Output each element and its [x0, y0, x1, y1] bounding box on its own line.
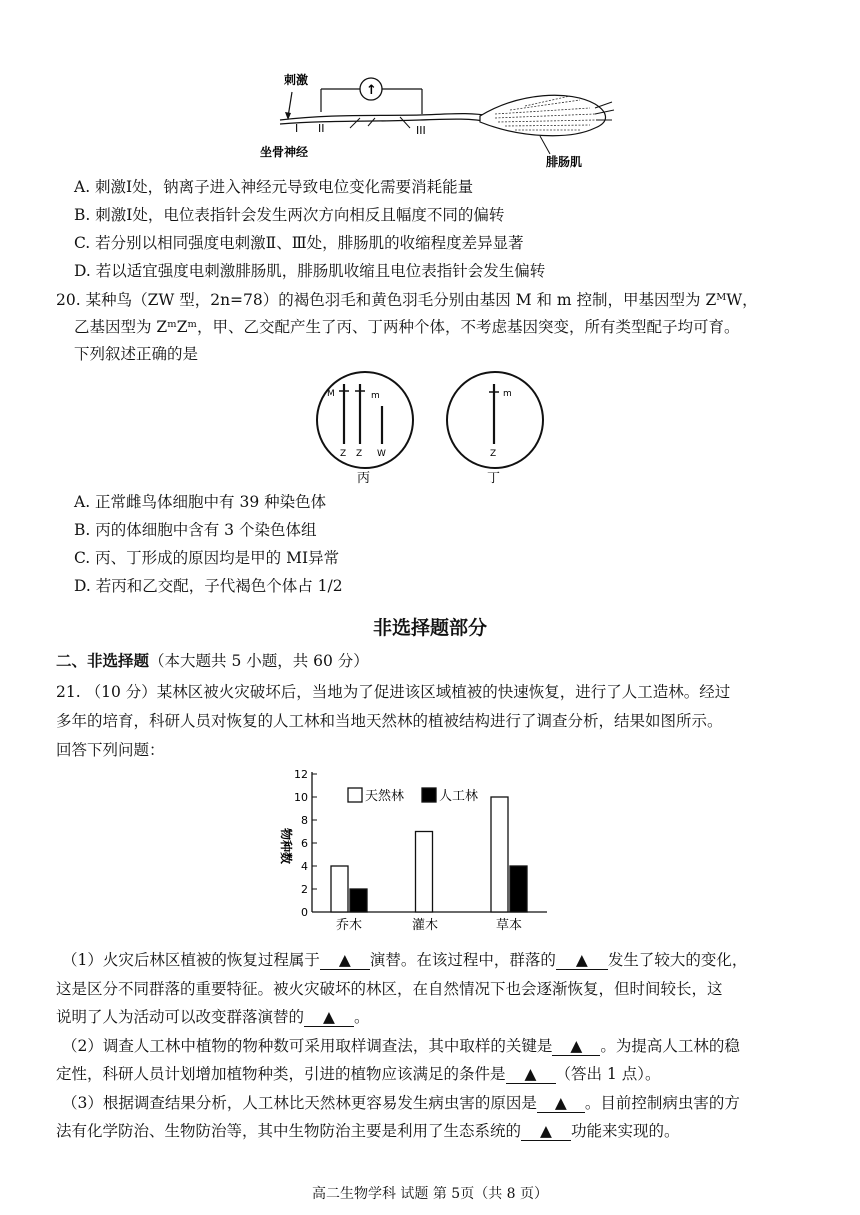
nerve-muscle-figure: [250, 62, 630, 177]
nerve-branch: [350, 117, 410, 128]
site-2-label: II: [318, 122, 325, 135]
q21-sub3-text-d: 功能来实现的。: [571, 1122, 680, 1140]
legend-swatch-天然林: [348, 788, 362, 802]
answer-blank-3[interactable]: ▲: [304, 1008, 354, 1027]
q21-sub1-line3: [56, 1006, 370, 1028]
answer-blank-4[interactable]: ▲: [552, 1037, 600, 1056]
answer-blank-1[interactable]: ▲: [320, 951, 370, 970]
gene-label-m2: m: [503, 389, 512, 399]
y-tick-label: 12: [294, 768, 308, 781]
q21-sub3-text-a: （3）根据调查结果分析，人工林比天然林更容易发生病虫害的原因是: [62, 1094, 537, 1112]
q21-sub2-text-b: 。为提高人工林的稳: [600, 1037, 740, 1055]
q21-stem-line2: 多年的培育，科研人员对恢复的人工林和当地天然林的植被结构进行了调查分析，结果如图所示。: [56, 712, 723, 730]
q21-sub2-text-d: （答出 1 点）。: [555, 1065, 661, 1083]
bar-人工林: [350, 889, 367, 912]
q21-sub2-line1: [62, 1035, 740, 1057]
legend-label-人工林: 人工林: [439, 789, 479, 804]
cell-label-ding: 丁: [487, 471, 501, 486]
x-tick-label: 灌木: [411, 918, 439, 933]
y-tick-label: 10: [294, 791, 308, 804]
stimulus-label: 刺激: [284, 73, 309, 87]
cell-label-bing: 丙: [357, 471, 371, 486]
section-subtitle-rest: （本大题共 5 小题，共 60 分）: [149, 652, 369, 670]
voltmeter-needle: ↑: [366, 83, 377, 98]
q21-sub1-line2: 这是区分不同群落的重要特征。被火灾破坏的林区，在自然情况下也会逐渐恢复，但时间较长，这: [56, 980, 723, 998]
chromosome-figure: [310, 368, 550, 486]
chart-legend: [348, 788, 478, 804]
y-tick-label: 6: [301, 837, 308, 850]
y-tick-label: 0: [301, 906, 308, 919]
chr-label-z3: Z: [490, 449, 497, 459]
q21-sub1-text-a: （1）火灾后林区植被的恢复过程属于: [62, 951, 320, 969]
chr-label-w: W: [377, 449, 386, 459]
y-tick-label: 4: [301, 860, 308, 873]
chart-bars: [331, 797, 527, 912]
q20-stem-line2: 乙基因型为 ZᵐZᵐ，甲、乙交配产生了丙、丁两种个体，不考虑基因突变，所有类型配子均可育。: [74, 318, 740, 336]
q21-sub2-line2: [56, 1063, 660, 1085]
q19-option-c: C. 若分别以相同强度电刺激Ⅱ、Ⅲ处，腓肠肌的收缩程度差异显著: [74, 234, 524, 252]
q21-stem-line1: 21. （10 分）某林区被火灾破坏后，当地为了促进该区域植被的快速恢复，进行了人工造林。经过: [56, 683, 731, 701]
gastrocnemius-muscle: [480, 95, 606, 135]
q21-sub1-line1: [62, 949, 747, 971]
q20-option-c: C. 丙、丁形成的原因均是甲的 MI异常: [74, 549, 340, 567]
q21-sub1-text-c: 发生了较大的变化，: [607, 951, 748, 969]
q21-sub2-text-a: （2）调查人工林中植物的物种数可采用取样调查法，其中取样的关键是: [62, 1037, 553, 1055]
q20-option-d: D. 若丙和乙交配，子代褐色个体占 1/2: [74, 577, 343, 595]
section-subtitle-bold: 二、非选择题: [56, 652, 150, 670]
gene-label-M: M: [327, 389, 335, 399]
y-axis-label: 物种数: [279, 828, 293, 865]
q20-option-b: B. 丙的体细胞中含有 3 个染色体组: [74, 521, 317, 539]
sciatic-nerve-lower: [280, 119, 490, 124]
species-bar-chart: [270, 762, 570, 940]
q21-sub3-text-c: 法有化学防治、生物防治等，其中生物防治主要是利用了生态系统的: [56, 1122, 522, 1140]
site-3-label: III: [416, 124, 426, 137]
q19-option-b: B. 刺激Ⅰ处，电位表指针会发生两次方向相反且幅度不同的偏转: [74, 206, 505, 224]
q21-sub2-text-c: 定性，科研人员计划增加植物种类，引进的植物应该满足的条件是: [56, 1065, 506, 1083]
cell-bing: [317, 372, 413, 468]
answer-blank-6[interactable]: ▲: [537, 1094, 585, 1113]
q21-sub3-line2: [56, 1120, 680, 1142]
bar-天然林: [331, 866, 348, 912]
q21-sub1-text-d: 说明了人为活动可以改变群落演替的: [56, 1008, 305, 1026]
q19-option-a: A. 刺激Ⅰ处，钠离子进入神经元导致电位变化需要消耗能量: [74, 178, 474, 196]
answer-blank-2[interactable]: ▲: [556, 951, 608, 970]
q21-sub3-text-b: 。目前控制病虫害的方: [584, 1094, 740, 1112]
page-footer: 高二生物学科 试题 第 5页（共 8 页）: [311, 1186, 549, 1202]
answer-blank-7[interactable]: ▲: [521, 1122, 571, 1141]
x-tick-label: 乔木: [335, 918, 363, 933]
bar-天然林: [491, 797, 508, 912]
bar-天然林: [416, 832, 433, 913]
gene-label-m1: m: [371, 391, 380, 401]
x-tick-label: 草本: [495, 918, 523, 933]
y-tick-label: 2: [301, 883, 308, 896]
section-subtitle: [56, 650, 369, 672]
legend-swatch-人工林: [422, 788, 436, 802]
answer-blank-5[interactable]: ▲: [506, 1065, 556, 1084]
legend-label-天然林: 天然林: [365, 789, 405, 804]
q21-stem-line3: 回答下列问题：: [56, 741, 165, 759]
nerve-label: 坐骨神经: [260, 145, 309, 159]
muscle-pointer: [540, 136, 550, 154]
site-1-label: I: [295, 122, 299, 135]
section-title: 非选择题部分: [372, 617, 487, 639]
muscle-label: 腓肠肌: [546, 155, 583, 169]
y-tick-label: 8: [301, 814, 308, 827]
chr-label-z2: Z: [356, 449, 363, 459]
bar-人工林: [510, 866, 527, 912]
q20-option-a: A. 正常雌鸟体细胞中有 39 种染色体: [74, 493, 327, 511]
chr-label-z1: Z: [340, 449, 347, 459]
q20-stem-line3: 下列叙述正确的是: [74, 345, 199, 363]
q21-sub3-line1: [62, 1092, 740, 1114]
q19-option-d: D. 若以适宜强度电刺激腓肠肌，腓肠肌收缩且电位表指针会发生偏转: [74, 262, 546, 280]
q21-sub1-text-e: 。: [354, 1008, 370, 1026]
q20-stem-line1: 20. 某种鸟（ZW 型，2n=78）的褐色羽毛和黄色羽毛分别由基因 M 和 m 控制，甲基因型为 ZᴹW，: [56, 291, 758, 309]
q21-sub1-text-b: 演替。在该过程中，群落的: [369, 951, 556, 969]
